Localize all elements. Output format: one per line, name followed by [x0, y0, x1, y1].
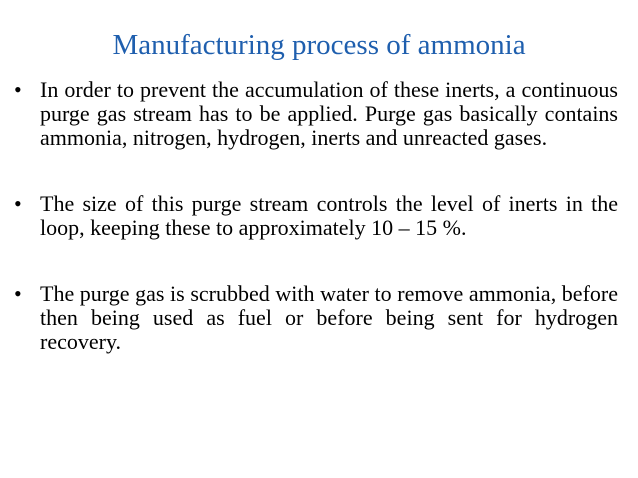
- bullet-text: In order to prevent the accumulation of these inerts, a continuous purge gas stream has to be applied. Purge gas basically contains ammonia, nitrogen, hydrogen, inerts and unreacted gases.: [40, 77, 618, 150]
- bullet-text: The purge gas is scrubbed with water to remove ammonia, before then being used as fuel or before being sent for hydrogen recovery.: [40, 281, 618, 354]
- bullet-text: The size of this purge stream controls the level of inerts in the loop, keeping these to approximately 10 – 15 %.: [40, 191, 618, 240]
- bullet-item-1: [14, 78, 618, 150]
- bullet-item-3: [14, 282, 618, 354]
- bullet-item-2: [14, 192, 618, 240]
- bullet-list: [14, 78, 618, 354]
- bullet-marker: •: [14, 77, 22, 102]
- slide-title: Manufacturing process of ammonia: [112, 29, 526, 61]
- bullet-marker: •: [14, 191, 22, 216]
- bullet-marker: •: [14, 281, 22, 306]
